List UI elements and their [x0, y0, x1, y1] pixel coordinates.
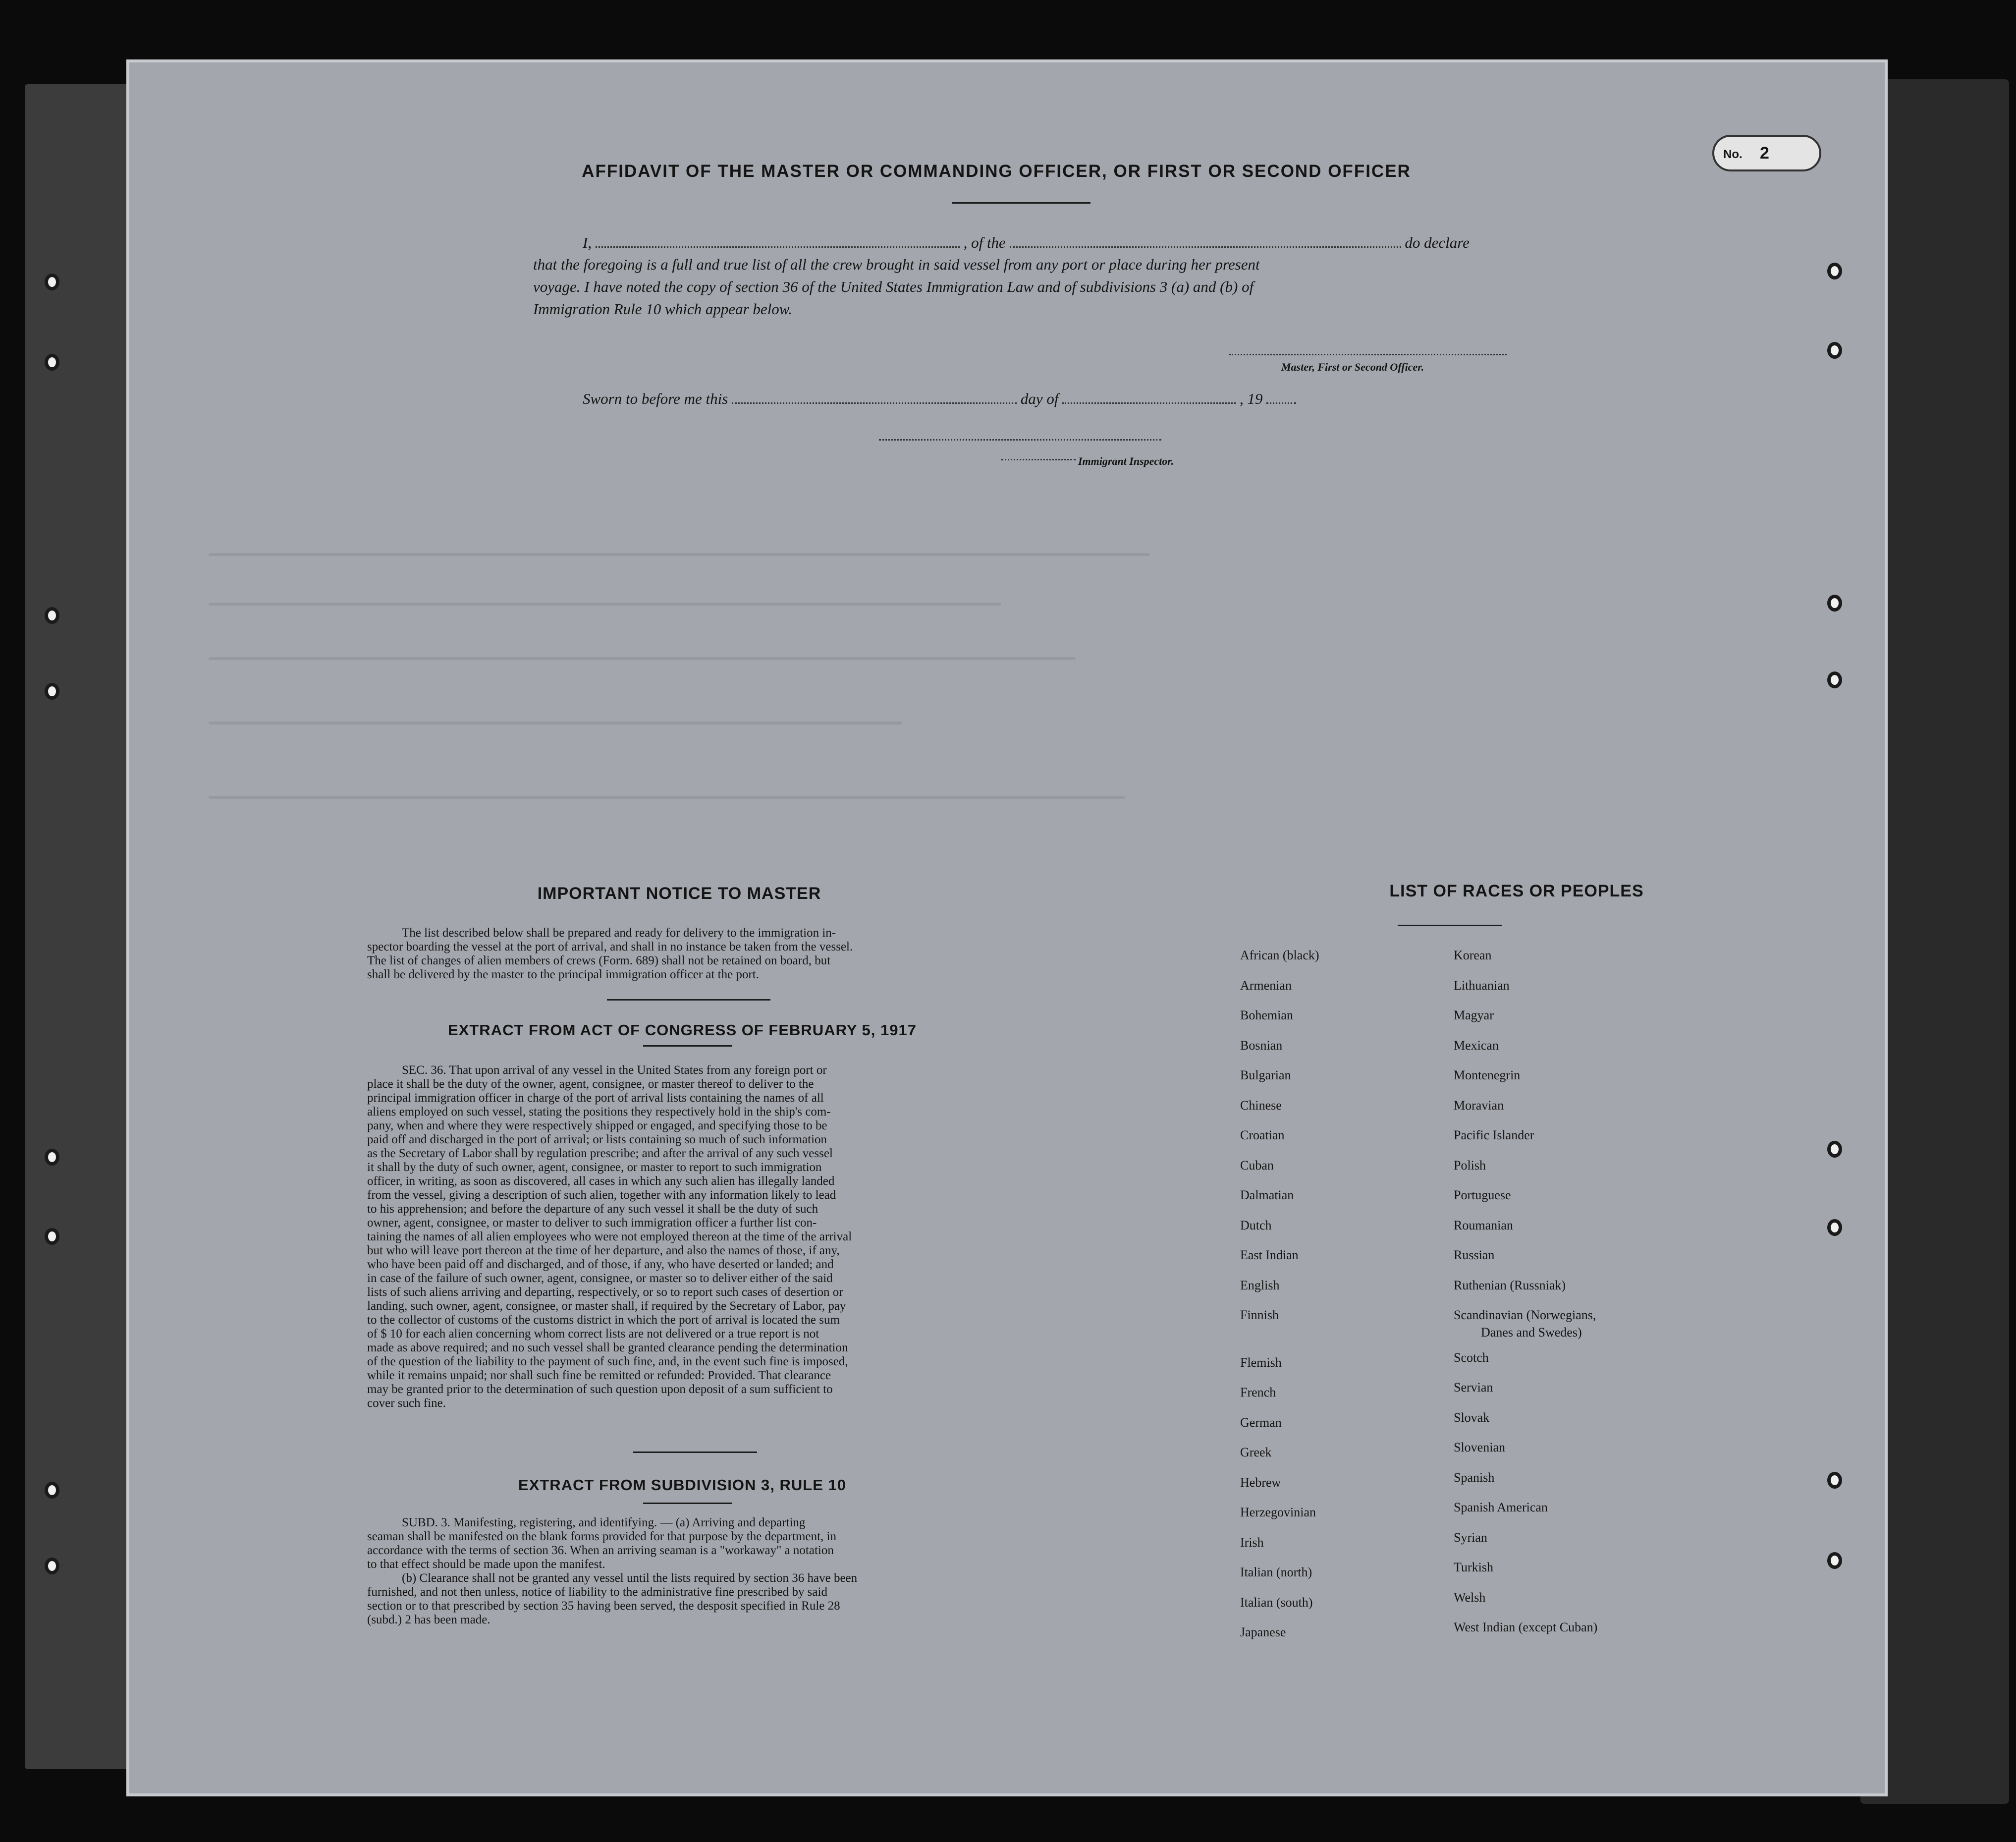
race-item: Greek	[1240, 1445, 1272, 1459]
race-item: Dutch	[1240, 1218, 1272, 1232]
race-item: Portuguese	[1454, 1188, 1511, 1202]
binder-hole-right-2	[1827, 342, 1842, 359]
race-item: Japanese	[1240, 1625, 1286, 1639]
race-item: Irish	[1240, 1535, 1264, 1550]
sworn-prefix: Sworn to before me this	[583, 390, 728, 407]
binder-hole-right-1	[1827, 263, 1842, 279]
race-item: Servian	[1454, 1380, 1493, 1395]
sworn-month-blank	[1062, 390, 1236, 404]
act-line: taining the names of all alien employees who were not employed thereon at the time of the arrival	[367, 1230, 852, 1243]
race-item: Syrian	[1454, 1530, 1487, 1545]
act-line: aliens employed on such vessel, stating the positions they respectively hold in the ship's com-	[367, 1105, 831, 1118]
race-item: Chinese	[1240, 1098, 1282, 1113]
notice-line: The list described below shall be prepared and ready for delivery to the immigration in-	[402, 926, 836, 940]
act-line: it shall by the duty of such owner, agent, consignee, or master to report to such immigration	[367, 1161, 822, 1174]
master-signature-caption: Master, First or Second Officer.	[1281, 361, 1424, 373]
race-item: Italian (south)	[1240, 1595, 1313, 1610]
race-item: Bulgarian	[1240, 1068, 1291, 1082]
master-signature-line	[1229, 354, 1507, 355]
notice-line: spector boarding the vessel at the port of arrival, and shall in no instance be taken from the vessel.	[367, 940, 853, 953]
binder-hole-left-4	[45, 683, 59, 700]
bleed-through-line	[209, 553, 1150, 556]
race-item: Roumanian	[1454, 1218, 1513, 1232]
act-line: made as above required; and no such vessel shall be granted clearance pending the determination	[367, 1341, 848, 1354]
rule-line: SUBD. 3. Manifesting, registering, and identifying. — (a) Arriving and departing	[402, 1516, 806, 1529]
rule-line: (subd.) 2 has been made.	[367, 1613, 490, 1626]
race-item: Turkish	[1454, 1560, 1493, 1574]
sworn-line	[583, 390, 1474, 408]
binder-hole-right-7	[1827, 1472, 1842, 1489]
act-line: but who will leave port thereon at the time of her departure, and also the names of those, if any,	[367, 1244, 840, 1257]
affidavit-line-1	[583, 233, 1648, 252]
race-item: Ruthenian (Russniak)	[1454, 1278, 1566, 1292]
binder-hole-left-2	[45, 354, 59, 371]
sheet-number-badge	[1712, 135, 1821, 171]
inspector-caption: Immigrant Inspector.	[1078, 455, 1174, 467]
sworn-year: , 19	[1239, 390, 1263, 407]
rule-line: seaman shall be manifested on the blank forms provided for that purpose by the department, in	[367, 1530, 836, 1543]
act-line: cover such fine.	[367, 1396, 446, 1410]
race-item: East Indian	[1240, 1248, 1299, 1262]
binder-hole-right-4	[1827, 671, 1842, 688]
race-item: English	[1240, 1278, 1280, 1292]
binder-hole-right-6	[1827, 1219, 1842, 1236]
race-item: African (black)	[1240, 948, 1319, 962]
act-line: to the collector of customs of the customs district in which the port of arrival is located the sum	[367, 1313, 840, 1327]
affidavit-title-rule	[952, 202, 1090, 204]
race-item: Armenian	[1240, 978, 1292, 993]
binder-hole-left-3	[45, 607, 59, 624]
rule-line: section or to that prescribed by section 35 having been served, the desposit specified in Rule 28	[367, 1599, 840, 1613]
binder-hole-right-5	[1827, 1141, 1842, 1158]
act-end-rule	[633, 1451, 757, 1453]
race-item: Dalmatian	[1240, 1188, 1294, 1202]
rule-body	[367, 1516, 997, 1627]
races-title: LIST OF RACES OR PEOPLES	[1389, 882, 1644, 900]
affidavit-line-3: voyage. I have noted the copy of section 36 of the United States Immigration Law and of subdivisions 3 (a) and (b) of	[533, 278, 1254, 295]
sworn-year-blank	[1266, 390, 1296, 404]
affidavit-line-2: that the foregoing is a full and true list of all the crew brought in said vessel from any port or place during her present	[533, 256, 1260, 273]
notice-title: IMPORTANT NOTICE TO MASTER	[537, 884, 821, 903]
notice-line: The list of changes of alien members of crews (Form. 689) shall not be retained on board, but	[367, 954, 831, 967]
race-item: Hebrew	[1240, 1475, 1281, 1490]
sheet-number-value: 2	[1760, 144, 1769, 163]
affidavit-i: I,	[583, 234, 592, 251]
act-line: as the Secretary of Labor shall by regulation prescribe; and after the arrival of any such vessel	[367, 1147, 833, 1160]
race-item: Cuban	[1240, 1158, 1274, 1172]
race-item: West Indian (except Cuban)	[1454, 1620, 1598, 1634]
act-title: EXTRACT FROM ACT OF CONGRESS OF FEBRUARY 5, 1917	[448, 1021, 917, 1039]
vessel-blank	[1010, 233, 1401, 248]
act-line: who have been paid off and discharged, and of those, if any, who have deserted or landed; and	[367, 1258, 834, 1271]
race-item: Finnish	[1240, 1308, 1279, 1322]
act-line: landing, such owner, agent, consignee, or master shall, if required by the Secretary of Labor, pay	[367, 1299, 846, 1313]
act-line: while it remains unpaid; nor shall such fine be remitted or refunded: Provided. That clearance	[367, 1369, 831, 1382]
affidavit-of-the: , of the	[963, 234, 1006, 251]
act-line: pany, when and where they were respectively shipped or engaged, and specifying those to be	[367, 1119, 827, 1132]
act-line: of $ 10 for each alien concerning whom correct lists are not delivered or a true report is not	[367, 1327, 819, 1340]
race-item: Bosnian	[1240, 1038, 1283, 1053]
race-item: Slovenian	[1454, 1440, 1505, 1454]
affidavit-declare: do declare	[1405, 234, 1470, 251]
rule-line: accordance with the terms of section 36. When an arriving seaman is a "workaway" a notation	[367, 1544, 834, 1557]
rule-title-rule	[643, 1503, 732, 1504]
binder-hole-left-7	[45, 1482, 59, 1499]
race-item: Bohemian	[1240, 1008, 1293, 1022]
race-item: Flemish	[1240, 1355, 1282, 1370]
form-page	[126, 59, 1888, 1796]
race-item: Welsh	[1454, 1590, 1486, 1605]
act-body	[367, 1063, 997, 1410]
bleed-through-line	[209, 603, 1001, 606]
notice-rule	[607, 999, 770, 1001]
race-item: German	[1240, 1415, 1282, 1430]
act-line: of the question of the liability to the payment of such fine, and, in the event such fine is imposed,	[367, 1355, 848, 1368]
affidavit-title: AFFIDAVIT OF THE MASTER OR COMMANDING OFFICER, OR FIRST OR SECOND OFFICER	[582, 162, 1411, 181]
act-line: may be granted prior to the determination of such question upon deposit of a sum sufficient to	[367, 1383, 833, 1396]
act-line: lists of such aliens arriving and departing, respectively, or so to report such cases of desertion or	[367, 1285, 843, 1299]
race-item: Italian (north)	[1240, 1565, 1312, 1579]
act-line: owner, agent, consignee, or master to deliver to such immigration officer a further list con-	[367, 1216, 817, 1229]
race-item: Spanish	[1454, 1470, 1495, 1485]
binder-hole-left-8	[45, 1558, 59, 1574]
binder-hole-left-1	[45, 274, 59, 290]
race-item: Spanish American	[1454, 1500, 1548, 1514]
notice-line: shall be delivered by the master to the principal immigration officer at the port.	[367, 968, 759, 981]
act-line: officer, in writing, as soon as discovered, all cases in which any such alien has illegally landed	[367, 1174, 835, 1188]
name-blank	[596, 233, 960, 248]
act-title-rule	[643, 1045, 732, 1047]
sworn-day-of: day of	[1020, 390, 1059, 407]
race-item: Slovak	[1454, 1410, 1490, 1425]
race-item: Danes and Swedes)	[1481, 1325, 1582, 1340]
sheet-number-prefix: No.	[1723, 148, 1743, 161]
notice-body	[367, 926, 997, 982]
race-item: Russian	[1454, 1248, 1495, 1262]
act-line: SEC. 36. That upon arrival of any vessel in the United States from any foreign port or	[402, 1063, 827, 1077]
race-item: Herzegovinian	[1240, 1505, 1316, 1519]
sworn-day-blank	[732, 390, 1017, 404]
rule-line: (b) Clearance shall not be granted any vessel until the lists required by section 36 have been	[402, 1571, 858, 1585]
affidavit-line-4: Immigration Rule 10 which appear below.	[533, 300, 792, 318]
inspector-short-line	[1001, 459, 1076, 460]
race-item: Scotch	[1454, 1350, 1489, 1365]
race-item: Polish	[1454, 1158, 1486, 1172]
bleed-through-line	[209, 722, 902, 725]
binder-hole-left-6	[45, 1228, 59, 1245]
race-item: Mexican	[1454, 1038, 1499, 1053]
race-item: Scandinavian (Norwegians,	[1454, 1308, 1596, 1322]
act-line: to his apprehension; and before the departure of any such vessel it shall be the duty of such	[367, 1202, 818, 1216]
races-title-rule	[1398, 925, 1502, 926]
binder-hole-right-8	[1827, 1552, 1842, 1569]
act-line: in case of the failure of such owner, agent, consignee, or master so to deliver either of the said	[367, 1272, 833, 1285]
act-line: from the vessel, giving a description of such alien, together with any information likely to lead	[367, 1188, 836, 1202]
binder-hole-right-3	[1827, 595, 1842, 612]
act-line: principal immigration officer in charge of the port of arrival lists containing the names of all	[367, 1091, 824, 1105]
bleed-through-line	[209, 796, 1125, 799]
race-item: Lithuanian	[1454, 978, 1510, 993]
race-item: Moravian	[1454, 1098, 1504, 1113]
race-item: Magyar	[1454, 1008, 1494, 1022]
bleed-through-line	[209, 657, 1076, 660]
rule-title: EXTRACT FROM SUBDIVISION 3, RULE 10	[518, 1476, 846, 1494]
race-item: Korean	[1454, 948, 1492, 962]
race-item: Pacific Islander	[1454, 1128, 1534, 1142]
inspector-signature-line	[879, 439, 1161, 441]
act-line: place it shall be the duty of the owner, agent, consignee, or master thereof to deliver to the	[367, 1077, 814, 1091]
rule-line: to that effect should be made upon the manifest.	[367, 1558, 605, 1571]
race-item: Croatian	[1240, 1128, 1285, 1142]
race-item: French	[1240, 1385, 1276, 1399]
race-item: Montenegrin	[1454, 1068, 1521, 1082]
binder-hole-left-5	[45, 1149, 59, 1166]
act-line: paid off and discharged in the port of arrival; or lists containing so much of such information	[367, 1133, 827, 1146]
rule-line: furnished, and not then unless, notice of liability to the administrative fine prescribed by said	[367, 1585, 827, 1599]
